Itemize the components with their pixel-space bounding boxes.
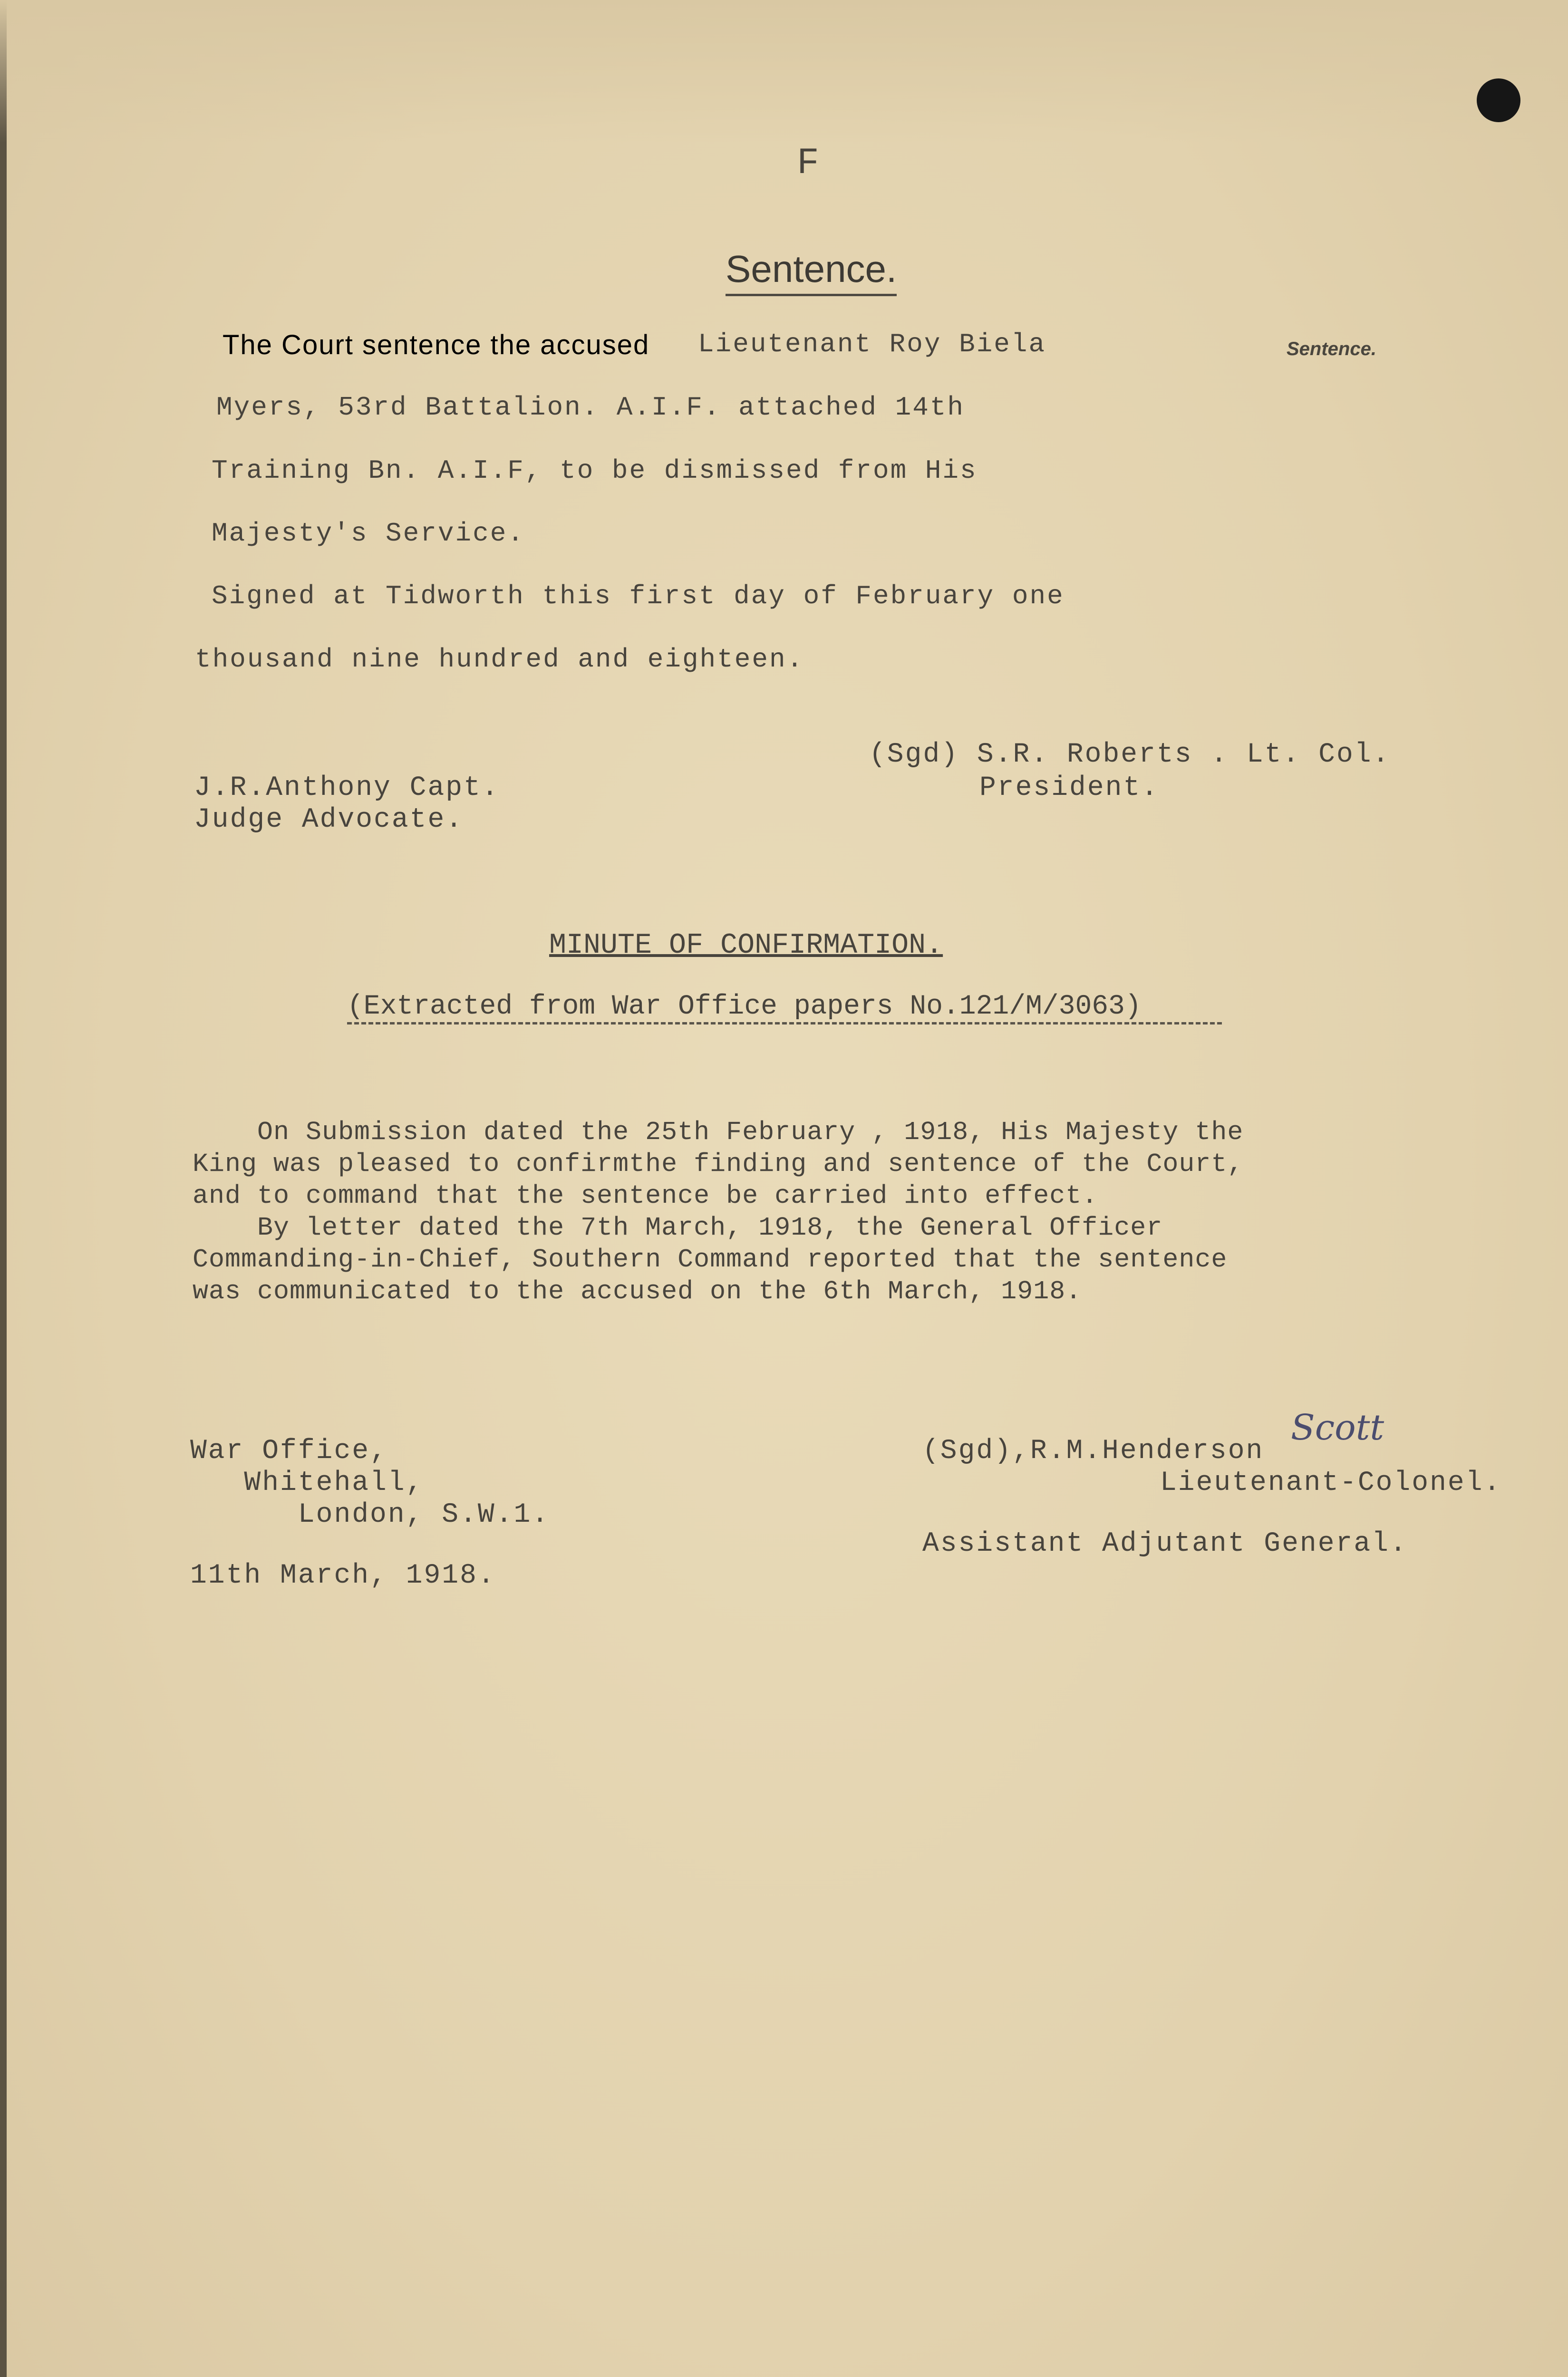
sentence-line: Training Bn. A.I.F, to be dismissed from His bbox=[212, 455, 978, 486]
judge-advocate-title: Judge Advocate. bbox=[194, 804, 464, 835]
dashed-rule bbox=[347, 1022, 1222, 1024]
president-title: President. bbox=[979, 773, 1160, 803]
closing-date: 11th March, 1918. bbox=[190, 1560, 496, 1591]
address-line: London, S.W.1. bbox=[190, 1499, 550, 1530]
signatory-role: Assistant Adjutant General. bbox=[922, 1528, 1408, 1559]
sentence-name: Lieutenant Roy Biela bbox=[698, 329, 1046, 359]
punch-hole bbox=[1477, 78, 1520, 122]
sentence-line: Majesty's Service. bbox=[212, 518, 525, 549]
handwritten-signature: Scott bbox=[1291, 1407, 1384, 1448]
paragraph-line: By letter dated the 7th March, 1918, the General Officer bbox=[193, 1213, 1163, 1243]
address-line: War Office, bbox=[190, 1436, 388, 1467]
margin-note: Sentence. bbox=[1287, 338, 1376, 359]
document-title: Sentence. bbox=[726, 247, 897, 296]
paragraph-line: Commanding-in-Chief, Southern Command reported that the sentence bbox=[193, 1245, 1228, 1275]
sentence-lead: The Court sentence the accused bbox=[223, 329, 650, 360]
paper-shade bbox=[0, 0, 1568, 143]
sentence-line: Signed at Tidworth this first day of February one bbox=[212, 581, 1065, 611]
page-letter: F bbox=[797, 143, 819, 184]
president-signature: (Sgd) S.R. Roberts . Lt. Col. bbox=[869, 739, 1391, 770]
paragraph-line: King was pleased to confirmthe finding and sentence of the Court, bbox=[193, 1149, 1244, 1179]
address-line: Whitehall, bbox=[190, 1468, 424, 1498]
sentence-line: Myers, 53rd Battalion. A.I.F. attached 14th bbox=[216, 392, 965, 423]
signed-by: (Sgd),R.M.Henderson bbox=[922, 1436, 1264, 1467]
extract-reference: (Extracted from War Office papers No.121/M/3063) bbox=[347, 991, 1142, 1022]
paragraph-line: and to command that the sentence be carried into effect. bbox=[193, 1181, 1098, 1211]
sentence-line: thousand nine hundred and eighteen. bbox=[195, 644, 804, 675]
signatory-rank: Lieutenant-Colonel. bbox=[1160, 1468, 1502, 1498]
judge-advocate-name: J.R.Anthony Capt. bbox=[194, 773, 500, 803]
scan-edge bbox=[0, 0, 7, 2377]
paragraph-line: On Submission dated the 25th February , 1918, His Majesty the bbox=[193, 1117, 1244, 1147]
minute-title: MINUTE OF CONFIRMATION. bbox=[549, 929, 943, 962]
paragraph-line: was communicated to the accused on the 6th March, 1918. bbox=[193, 1276, 1082, 1306]
